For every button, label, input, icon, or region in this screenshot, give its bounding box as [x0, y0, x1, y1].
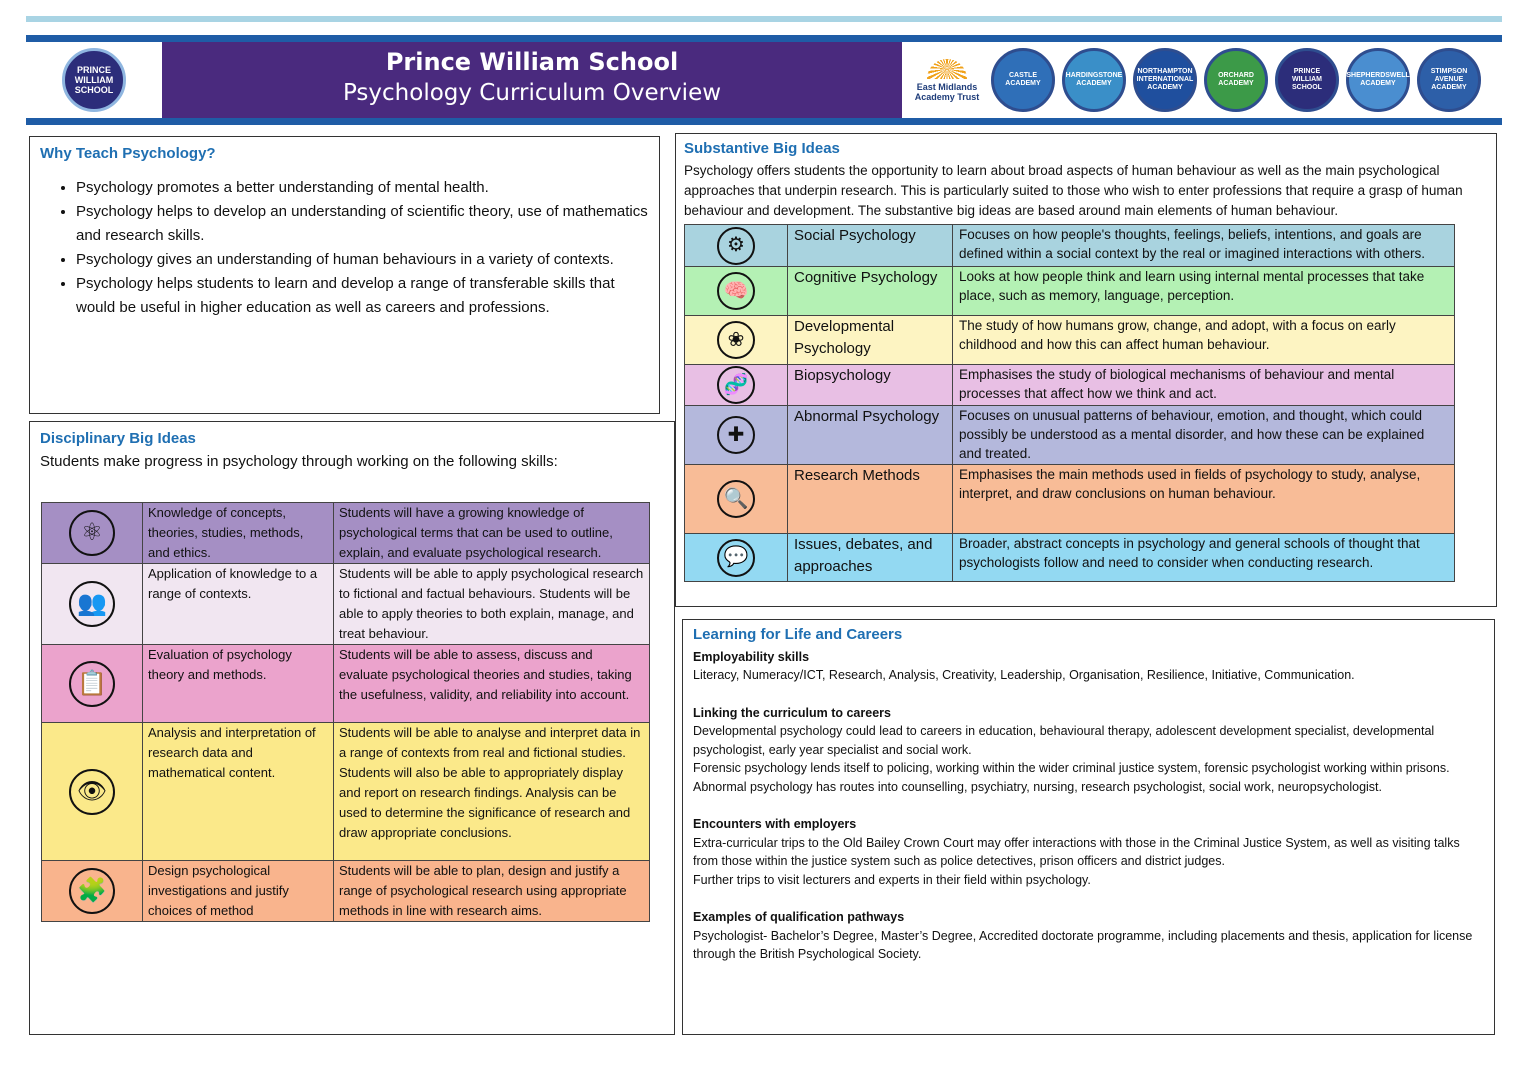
employability-text: Literacy, Numeracy/ICT, Research, Analysis, Creativity, Leadership, Organisation, Resilience, Initiative, Communication.	[693, 668, 1355, 682]
data-eye-icon: 👁	[69, 769, 115, 815]
substantive-title: Substantive Big Ideas	[684, 140, 840, 157]
academy-logo	[1133, 48, 1197, 112]
substantive-icon-cell	[685, 406, 788, 465]
substantive-row	[685, 365, 1455, 406]
disciplinary-icon-cell	[42, 723, 143, 861]
trust-name: East Midlands Academy Trust	[914, 81, 980, 102]
disciplinary-description: Students will be able to apply psychological research to fictional and factual behaviours. Students will be able to apply theories to both explain, manage, and treat behaviour.	[334, 564, 650, 645]
pathways-text: Psychologist- Bachelor’s Degree, Master’s Degree, Accredited doctorate programme, including placements and thesis, application for license through the British Psychological Society.	[693, 928, 1473, 961]
page-title: Prince William School	[385, 48, 679, 76]
disciplinary-skill: Design psychological investigations and justify choices of method	[143, 861, 334, 922]
school-crest-icon	[62, 48, 126, 112]
substantive-description: Emphasises the main methods used in fields of psychology to study, analyse, interpret, and draw conclusions on human behaviour.	[953, 465, 1455, 534]
career-line: Abnormal psychology has routes into counselling, psychiatry, nursing, research psychologist, social work, neuropsychologist.	[693, 779, 1383, 794]
sunburst-icon	[927, 59, 967, 79]
disciplinary-description: Students will have a growing knowledge of psychological terms that can be used to outline, explain, and evaluate psychological research.	[334, 503, 650, 564]
substantive-description: Focuses on unusual patterns of behaviour, emotion, and thought, which could possibly be understood as a mental disorder, and how these can be explained and treated.	[953, 406, 1455, 465]
substantive-section	[675, 133, 1497, 607]
substantive-intro: Psychology offers students the opportunity to learn about broad aspects of human behaviour as well as the main psychological approaches that underpin research. This is particularly suited to those who wish to enter professions that require a grasp of human behaviour and development. The substantive big ideas are based around main elements of human behaviour.	[684, 163, 1463, 218]
growth-head-icon: ❀	[717, 321, 755, 359]
career-line: Forensic psychology lends itself to policing, working within the wider criminal justice system, forensic psychologist working within prisons.	[693, 761, 1450, 775]
linking-heading: Linking the curriculum to careers	[693, 705, 891, 720]
why-teach-section	[29, 136, 660, 414]
substantive-icon-cell	[685, 316, 788, 365]
disciplinary-icon-cell	[42, 645, 143, 723]
substantive-description: Looks at how people think and learn using internal mental processes that take place, such as memory, language, perception.	[953, 267, 1455, 316]
substantive-icon-cell	[685, 225, 788, 267]
disciplinary-row	[42, 564, 650, 645]
brain-circuit-icon: ✚	[717, 416, 755, 454]
trust-logo-strip	[904, 42, 1500, 118]
substantive-description: Emphasises the study of biological mechanisms of behaviour and mental processes that affect how we think and act.	[953, 365, 1455, 406]
careers-title: Learning for Life and Careers	[693, 626, 903, 643]
disciplinary-icon-cell	[42, 503, 143, 564]
cognitive-head-icon: 🧠	[717, 272, 755, 310]
encounters-text	[693, 834, 1484, 890]
career-line: Developmental psychology could lead to careers in education, behavioural therapy, adolescent development specialist, developmental psychologist, early year specialist and social work.	[693, 724, 1435, 757]
why-bullet: • Psychology helps to develop an understanding of scientific theory, use of mathematics and research skills.	[76, 200, 649, 248]
why-bullet: • Psychology gives an understanding of human behaviours in a variety of contexts.	[76, 248, 649, 272]
disciplinary-title: Disciplinary Big Ideas	[40, 430, 196, 447]
academy-name: PRINCE WILLIAM SCHOOL	[1292, 68, 1322, 91]
substantive-name: Developmental Psychology	[788, 316, 953, 365]
academy-logo	[1417, 48, 1481, 112]
disciplinary-skill: Application of knowledge to a range of contexts.	[143, 564, 334, 645]
disciplinary-table	[41, 502, 650, 922]
substantive-table	[684, 224, 1455, 582]
why-bullet: • Psychology helps students to learn and develop a range of transferable skills that would be useful in higher education as well as careers and professions.	[76, 272, 649, 320]
dna-icon: 🧬	[717, 366, 755, 404]
substantive-name: Cognitive Psychology	[788, 267, 953, 316]
substantive-icon-cell	[685, 267, 788, 316]
substantive-description: Broader, abstract concepts in psychology and general schools of thought that psychologists follow and need to consider when conducting research.	[953, 534, 1455, 582]
research-clipboard-icon: 🔍	[717, 480, 755, 518]
academy-name: NORTHAMPTON INTERNATIONAL ACADEMY	[1136, 68, 1194, 91]
substantive-name: Research Methods	[788, 465, 953, 534]
academy-logo	[991, 48, 1055, 112]
clipboard-check-icon: 📋	[69, 661, 115, 707]
substantive-row	[685, 225, 1455, 267]
disciplinary-row	[42, 503, 650, 564]
substantive-description: Focuses on how people's thoughts, feelings, beliefs, intentions, and goals are defined within a social context by the real or imagined interactions with others.	[953, 225, 1455, 267]
why-bullet: • Psychology promotes a better understanding of mental health.	[76, 176, 649, 200]
careers-section	[682, 619, 1495, 1035]
disciplinary-icon-cell	[42, 564, 143, 645]
academy-name: CASTLE ACADEMY	[1005, 72, 1041, 87]
academy-name: ORCHARD ACADEMY	[1218, 72, 1254, 87]
substantive-name: Issues, debates, and approaches	[788, 534, 953, 582]
substantive-row	[685, 406, 1455, 465]
trust-logo	[910, 50, 984, 110]
substantive-name: Social Psychology	[788, 225, 953, 267]
disciplinary-skill: Knowledge of concepts, theories, studies, methods, and ethics.	[143, 503, 334, 564]
top-accent-line	[26, 16, 1502, 22]
disciplinary-description: Students will be able to plan, design and justify a range of psychological research using appropriate methods in line with research aims.	[334, 861, 650, 922]
substantive-icon-cell	[685, 465, 788, 534]
academy-logo	[1275, 48, 1339, 112]
school-logo	[28, 42, 160, 118]
substantive-name: Biopsychology	[788, 365, 953, 406]
academy-logo	[1062, 48, 1126, 112]
puzzle-head-icon: 🧩	[69, 868, 115, 914]
disciplinary-skill: Evaluation of psychology theory and methods.	[143, 645, 334, 723]
employability-heading: Employability skills	[693, 649, 810, 664]
academy-name: STIMPSON AVENUE ACADEMY	[1430, 68, 1468, 91]
linking-text	[693, 722, 1484, 796]
disciplinary-icon-cell	[42, 861, 143, 922]
disciplinary-description: Students will be able to assess, discuss and evaluate psychological theories and studies, taking the usefulness, validity, and reliability into account.	[334, 645, 650, 723]
academy-name: HARDINGSTONE ACADEMY	[1065, 72, 1123, 87]
disciplinary-skill: Analysis and interpretation of research data and mathematical content.	[143, 723, 334, 861]
substantive-icon-cell	[685, 365, 788, 406]
disciplinary-row	[42, 645, 650, 723]
substantive-row	[685, 465, 1455, 534]
career-line: Further trips to visit lecturers and experts in their field within psychology.	[693, 872, 1091, 887]
academy-logo	[1346, 48, 1410, 112]
disciplinary-row	[42, 723, 650, 861]
page-header	[26, 35, 1502, 125]
disciplinary-intro: Students make progress in psychology through working on the following skills:	[40, 453, 558, 470]
disciplinary-section	[29, 421, 675, 1035]
header-title-banner	[162, 42, 902, 118]
substantive-row	[685, 267, 1455, 316]
page-subtitle: Psychology Curriculum Overview	[342, 80, 722, 106]
pathways-heading: Examples of qualification pathways	[693, 910, 905, 924]
atom-head-icon: ⚛	[69, 510, 115, 556]
why-teach-list	[40, 176, 649, 320]
why-teach-title: Why Teach Psychology?	[40, 145, 216, 162]
substantive-icon-cell	[685, 534, 788, 582]
group-screen-icon: 👥	[69, 581, 115, 627]
career-line: Extra-curricular trips to the Old Bailey Crown Court may offer interactions with those in the Criminal Justice System, as well as visiting talks from those within the justice system such as police detectives, prison officers and district judges.	[693, 835, 1460, 868]
encounters-heading: Encounters with employers	[693, 817, 857, 831]
disciplinary-row	[42, 861, 650, 922]
substantive-row	[685, 534, 1455, 582]
substantive-description: The study of how humans grow, change, and adopt, with a focus on early childhood and how this can affect human behaviour.	[953, 316, 1455, 365]
disciplinary-description: Students will be able to analyse and interpret data in a range of contexts from real and fictional studies. Students will also be able to appropriately display and report on research findings. Analysis can be used to determine the significance of research and draw appropriate conclusions.	[334, 723, 650, 861]
debate-people-icon: 💬	[717, 539, 755, 577]
substantive-row	[685, 316, 1455, 365]
substantive-name: Abnormal Psychology	[788, 406, 953, 465]
social-network-icon: ⚙	[717, 227, 755, 265]
academy-logo	[1204, 48, 1268, 112]
school-crest-text: PRINCE WILLIAM SCHOOL	[74, 65, 114, 95]
academy-name: SHEPHERDSWELL ACADEMY	[1346, 72, 1410, 87]
